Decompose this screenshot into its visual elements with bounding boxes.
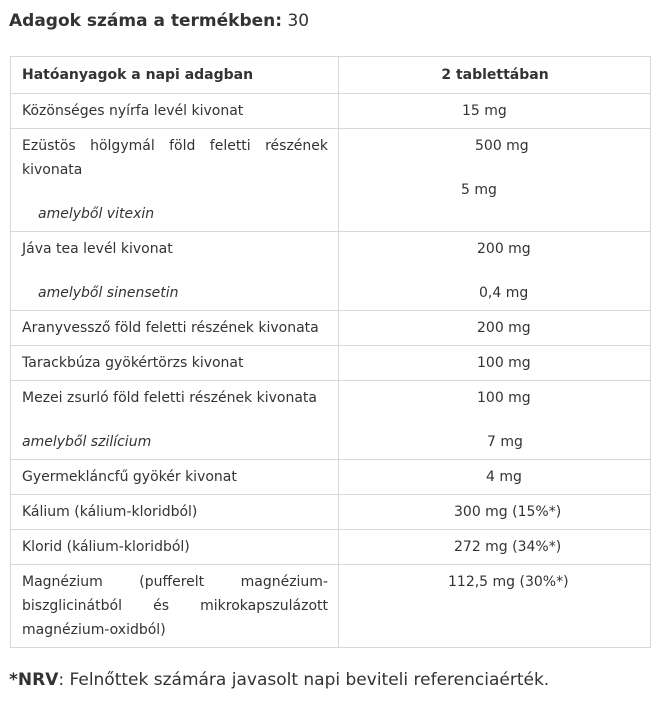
ingredient-cell xyxy=(11,381,339,460)
table-row xyxy=(11,381,651,460)
amount-value: 100 mg xyxy=(477,390,531,406)
sub-amount-value: 0,4 mg xyxy=(479,285,529,301)
ingredient-name: Magnézium (pufferelt magnézium-biszglicinátból és mikrokapszulázott magnézium-oxidból) xyxy=(11,565,339,648)
footnote-text: : Felnőttek számára javasolt napi beviteli referenciaérték. xyxy=(58,670,550,690)
ingredient-name: Közönséges nyírfa levél kivonat xyxy=(11,94,339,129)
table-row xyxy=(11,460,651,495)
ingredient-cell xyxy=(11,129,339,232)
table-header-row xyxy=(11,57,651,94)
servings-value: 30 xyxy=(287,11,310,31)
ingredient-sub-name: amelyből vitexin xyxy=(38,206,155,222)
footnote xyxy=(9,668,549,692)
table-row xyxy=(11,530,651,565)
ingredient-name: Klorid (kálium-kloridból) xyxy=(11,530,339,565)
table-row xyxy=(11,346,651,381)
ingredient-cell xyxy=(11,232,339,311)
ingredients-table xyxy=(10,56,651,648)
amount-value: 200 mg xyxy=(477,241,531,257)
ingredient-name: Mezei zsurló föld feletti részének kivonata xyxy=(22,390,317,406)
ingredient-name: Tarackbúza gyökértörzs kivonat xyxy=(11,346,339,381)
table-row xyxy=(11,565,651,648)
header-ingredient: Hatóanyagok a napi adagban xyxy=(11,57,339,94)
amount-value: 300 mg (15%*) xyxy=(454,504,562,520)
ingredient-sub-name: amelyből sinensetin xyxy=(38,285,179,301)
ingredient-name: Ezüstös hölgymál föld feletti részének kivonata xyxy=(22,138,328,178)
amount-value: 4 mg xyxy=(486,469,522,485)
amount-value: 272 mg (34%*) xyxy=(454,539,562,555)
ingredient-amount xyxy=(339,495,651,530)
table-row xyxy=(11,232,651,311)
ingredient-sub-name: amelyből szilícium xyxy=(22,434,152,450)
sub-amount-value: 7 mg xyxy=(487,434,523,450)
ingredient-name: Kálium (kálium-kloridból) xyxy=(11,495,339,530)
sub-amount-value: 5 mg xyxy=(461,182,497,198)
ingredient-name: Jáva tea levél kivonat xyxy=(22,241,173,257)
table-row xyxy=(11,129,651,232)
amount-value: 200 mg xyxy=(477,320,531,336)
footnote-label: *NRV xyxy=(9,670,59,690)
servings-label: Adagok száma a termékben: xyxy=(9,11,283,31)
servings-heading xyxy=(9,9,309,33)
ingredient-amount xyxy=(339,381,651,460)
ingredient-name: Gyermekláncfű gyökér kivonat xyxy=(11,460,339,495)
table-row xyxy=(11,311,651,346)
ingredient-amount xyxy=(339,232,651,311)
amount-value: 15 mg xyxy=(462,103,507,119)
ingredient-amount xyxy=(339,565,651,648)
table-row xyxy=(11,94,651,129)
ingredient-amount xyxy=(339,129,651,232)
amount-value: 500 mg xyxy=(475,138,529,154)
ingredient-amount xyxy=(339,530,651,565)
ingredient-amount xyxy=(339,460,651,495)
table-row xyxy=(11,495,651,530)
ingredient-amount xyxy=(339,346,651,381)
ingredient-amount xyxy=(339,311,651,346)
ingredient-name: Aranyvessző föld feletti részének kivonata xyxy=(11,311,339,346)
header-amount: 2 tablettában xyxy=(339,57,651,94)
amount-value: 100 mg xyxy=(477,355,531,371)
ingredient-amount xyxy=(339,94,651,129)
amount-value: 112,5 mg (30%*) xyxy=(448,574,569,590)
